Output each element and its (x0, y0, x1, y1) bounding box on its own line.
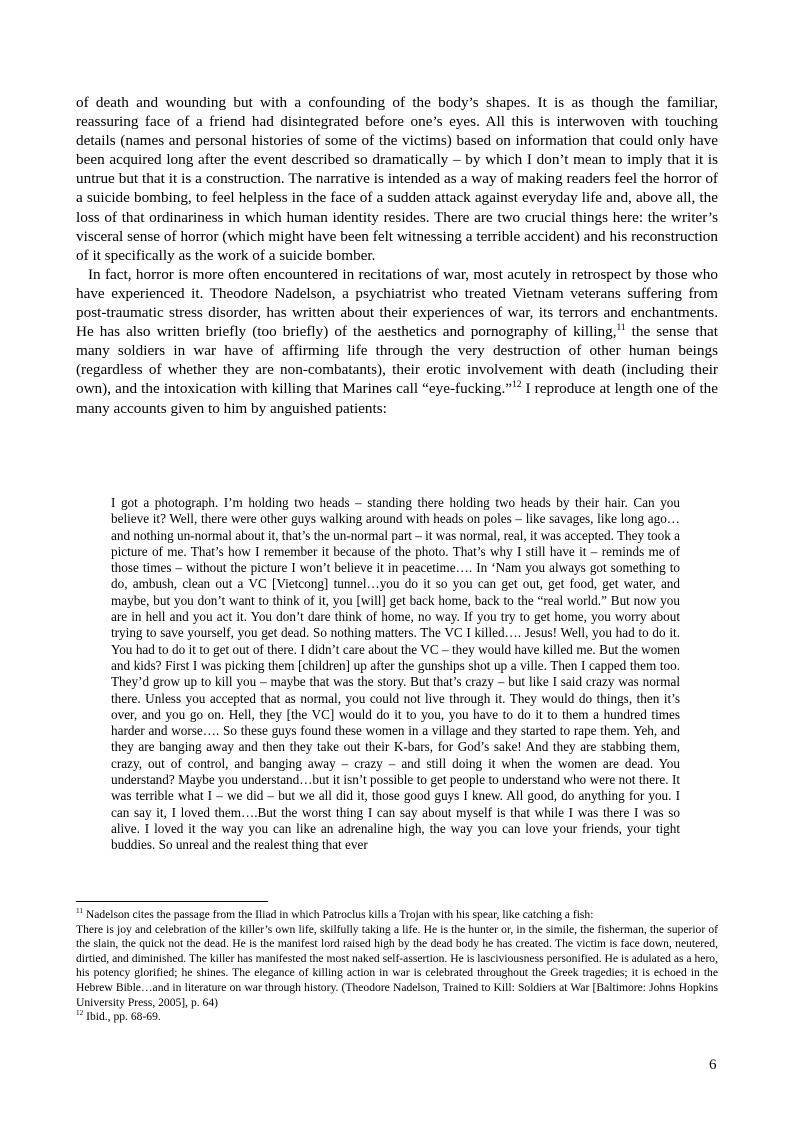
block-quote-text: I got a photograph. I’m holding two heads – standing there holding two heads by their hair. Can you believe it? Well, there were other guys walking around with heads on poles – like savages, like long ago… and nothing un-normal about it, that’s the un-normal part – it was normal, real, it was accepted. They took a picture of me. That’s how I remember it because of the photo. That’s why I still have it – reminds me of those times – without the picture I won’t believe it in peacetime…. In ‘Nam you always got something to do, ambush, clean out a VC [Vietcong] tunnel…you do it so you can get out, get food, get water, and maybe, but you don’t want to think of it, you [will] get back home, back to the “real world.” But now you are in hell and you act it. You don’t dare think of home, no way. If you try to get home, you worry about trying to save yourself, you get dead. So nothing matters. The VC I killed…. Jesus! Well, you had to do it. You had to do it to get out of there. I didn’t care about the VC – they would have killed me. But the women and kids? First I was picking them [children] up after the gunships shot up a ville. Then I capped them too. They’d grow up to kill you – maybe that was the story. But that’s crazy – but like I said crazy was normal there. Unless you accepted that as normal, you could not live through it. They would do things, then it’s over, and you go on. Hell, they [the VC] would do it to you, you have to do it to them a hundred times harder and worse…. So these guys found these women in a village and they started to rape them. Yeh, and they are banging away and then they take out their K-bars, for God’s sake! And they are stabbing them, crazy, out of control, and banging away – crazy – and still doing it when the women are dead. You understand? Maybe you understand…but it isn’t possible to get people to understand who were not there. It was terrible what I – we did – but we all did it, those good guys I knew. All good, do anything for you. I can say it, I loved them….But the worst thing I can say about myself is that while I was there I was so alive. I loved it the way you can like an adrenaline high, the way you can love your friends, your tight buddies. So unreal and the realest thing that ever (111, 495, 680, 853)
footnote-ref-12: 12 (511, 380, 522, 391)
paragraph-2-part-a: In fact, horror is more often encountered in recitations of war, most acutely in retrospect by those who have experienced it. Theodore Nadelson, a psychiatrist who treated Vietnam veterans suffering from post-traumatic stress disorder, has written about their experiences of war, its terrors and enchantments. He has also written briefly (too briefly) of the aesthetics and pornography of killing, (76, 265, 718, 341)
paragraph-2-part-c: I reproduce at length one of the many accounts given to him by anguished patients: (76, 380, 719, 417)
block-quote (111, 495, 680, 854)
footnote-11-quote: There is joy and celebration of the killer’s own life, skilfully taking a life. He is the hunter or, in the simile, the fisherman, the superior of the slain, the quick not the dead. He is the manifest lord raised high by the dead body he has created. The victim is face down, neutered, dirtied, and diminished. The killer has manifested the most naked self-assertion. He is lasciviousness personified. He is adulated as a hero, his potency glorified; he shines. The elegance of killing action in war is celebrated throughout the Greek tragedies; it is echoed in the Hebrew Bible…and in literature on war through history. (Theodore Nadelson, Trained to Kill: Soldiers at War [Baltimore: Johns Hopkins University Press, 2005], p. 64) (76, 922, 718, 1009)
paragraph-1: of death and wounding but with a confounding of the body’s shapes. It is as though the familiar, reassuring face of a friend had disintegrated before one’s eyes. All this is interwoven with touching details (names and personal histories of some of the victims) based on information that could only have been acquired long after the event described so dramatically – by which I don’t mean to imply that it is untrue but that it is a construction. The narrative is intended as a way of making readers feel the horror of a suicide bombing, to feel helpless in the face of a sudden attack against everyday life and, above all, the loss of that ordinariness in which human identity resides. There are two crucial things here: the writer’s visceral sense of horror (which might have been felt witnessing a terrible accident) and his reconstruction of it specifically as the work of a suicide bomber. (76, 94, 718, 264)
footnote-ref-11: 11 (616, 323, 626, 334)
main-body-text (76, 93, 718, 418)
footnote-11-number: 11 (76, 907, 83, 916)
footnote-11 (76, 908, 718, 923)
footnote-12 (76, 1010, 718, 1025)
footnote-11-intro: Nadelson cites the passage from the Iliad in which Patroclus kills a Trojan with his spear, like catching a fish: (82, 908, 594, 921)
footnote-12-number: 12 (76, 1009, 84, 1018)
paragraph-2-part-b: the sense that many soldiers in war have of affirming life through the very destruction of other human beings (regardless of whether they are non-combatants), their erotic involvement with death (including their own), and the intoxication with killing that Marines call “eye-fucking.” (76, 323, 719, 398)
footnote-12-text: Ibid., pp. 68-69. (83, 1010, 161, 1024)
footnote-separator (76, 901, 268, 902)
paragraph-2 (76, 265, 718, 418)
page-number: 6 (709, 1057, 717, 1073)
footnotes (76, 908, 718, 1025)
